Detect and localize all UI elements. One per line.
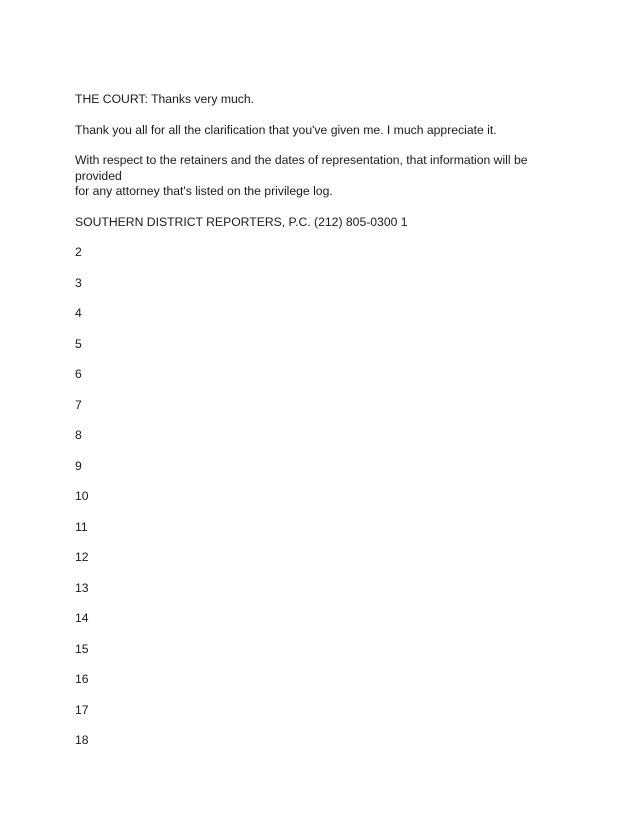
line-number-list xyxy=(75,245,575,749)
line-number: 14 xyxy=(75,611,89,625)
line-number: 9 xyxy=(75,458,82,473)
court-statement: THE COURT: Thanks very much. xyxy=(75,92,255,106)
line-number: 8 xyxy=(75,428,82,442)
thanks-paragraph: Thank you all for all the clarification that you've given me. I much appreciate it. xyxy=(75,122,497,137)
line-number: 6 xyxy=(75,367,82,381)
line-number: 7 xyxy=(75,397,82,412)
reporter-footer-line: SOUTHERN DISTRICT REPORTERS, P.C. (212) 805-0300 1 xyxy=(75,214,408,229)
line-number: 16 xyxy=(75,672,89,686)
retainers-paragraph: With respect to the retainers and the dates of representation, that information will be provided for any attorney that's listed on the privilege log. xyxy=(75,153,528,198)
line-number: 4 xyxy=(75,306,82,320)
line-number: 18 xyxy=(75,733,89,747)
line-number: 2 xyxy=(75,245,82,259)
line-number: 15 xyxy=(75,641,89,656)
line-number: 10 xyxy=(75,489,89,503)
line-number: 5 xyxy=(75,336,82,351)
line-number: 12 xyxy=(75,550,89,564)
line-number: 11 xyxy=(75,519,88,534)
line-number: 3 xyxy=(75,275,82,290)
line-number: 17 xyxy=(75,702,89,717)
transcript-body xyxy=(75,92,575,764)
line-number: 13 xyxy=(75,580,89,595)
